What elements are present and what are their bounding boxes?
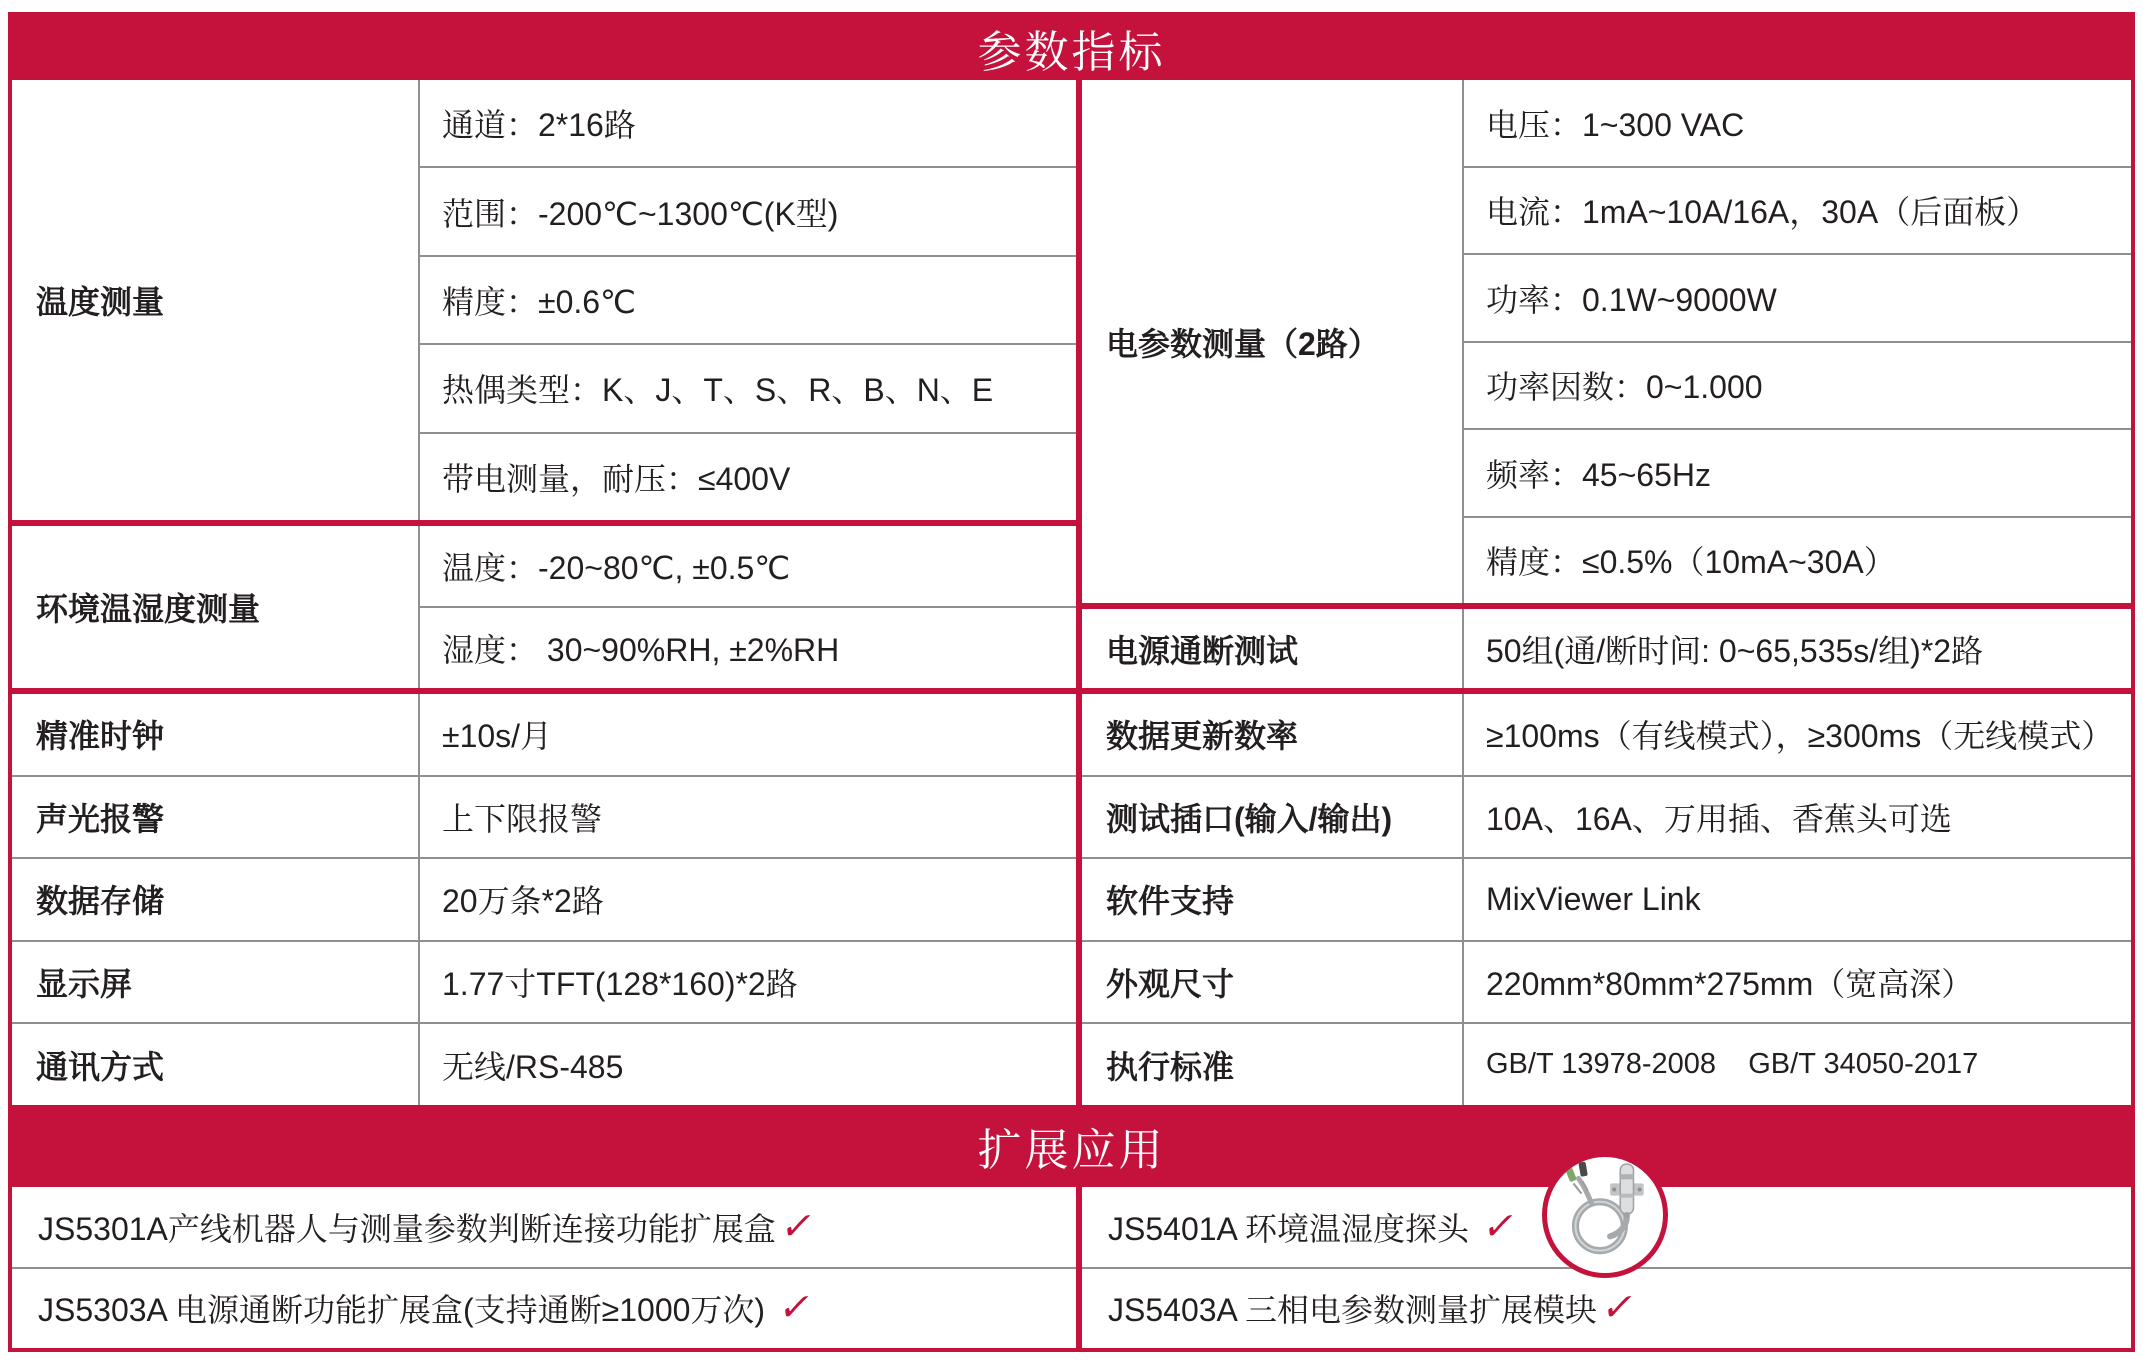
frequency-value: 频率：45~65Hz: [1486, 456, 1711, 493]
onoff-test-row: [1082, 609, 2131, 688]
expansion-grid: [12, 1187, 2131, 1348]
thermocouple-types-value: 热偶类型：K、J、T、S、R、B、N、E: [442, 372, 994, 409]
check-icon: ✓: [777, 1205, 819, 1248]
socket-label: 测试插口(输入/输出): [1106, 800, 1393, 837]
expansion-banner-title: 扩展应用: [977, 1126, 1166, 1175]
check-icon: ✓: [1598, 1287, 1640, 1330]
table-row: [1082, 777, 2131, 858]
onoff-test-value: 50组(通/断时间: 0~65,535s/组)*2路: [1486, 632, 1984, 669]
display-value: 1.77寸TFT(128*160)*2路: [442, 966, 798, 1003]
spec-grid-right: [1082, 80, 2131, 1105]
socket-value: 10A、16A、万用插、香蕉头可选: [1486, 800, 1952, 837]
env-measure-section: [12, 526, 1076, 688]
current-value: 电流：1mA~10A/16A，30A（后面板）: [1486, 194, 2039, 231]
temp-measure-section: [12, 80, 1076, 520]
env-temp-value: 温度：-20~80℃, ±0.5℃: [442, 550, 791, 586]
temp-range-value: 范围：-200℃~1300℃(K型): [442, 195, 839, 232]
expansion-item-js5301a: JS5301A产线机器人与测量参数判断连接功能扩展盒 ✓: [38, 1205, 819, 1248]
voltage-value: 电压：1~300 VAC: [1486, 106, 1745, 143]
software-label: 软件支持: [1106, 883, 1235, 920]
dimensions-label: 外观尺寸: [1106, 966, 1235, 1003]
dimensions-value: 220mm*80mm*275mm（宽高深）: [1486, 966, 1974, 1003]
software-value: MixViewer Link: [1486, 880, 1701, 917]
alarm-label: 声光报警: [36, 800, 165, 837]
expansion-banner: [12, 1105, 2131, 1187]
power-factor-value: 功率因数：0~1.000: [1486, 369, 1763, 406]
table-row: [1082, 942, 2131, 1023]
left-simple-rows: [12, 694, 1076, 1105]
update-rate-value: ≥100ms（有线模式），≥300ms（无线模式）: [1486, 718, 2114, 755]
clock-label: 精准时钟: [36, 718, 165, 755]
env-measure-label: 环境温湿度测量: [36, 591, 261, 627]
table-row: [1082, 1024, 2131, 1105]
onoff-test-label: 电源通断测试: [1106, 632, 1299, 669]
elec-measure-section: [1082, 80, 2131, 603]
elec-accuracy-value: 精度：≤0.5%（10mA~30A）: [1486, 544, 1896, 581]
temp-accuracy-value: 精度：±0.6℃: [442, 284, 636, 321]
comm-label: 通讯方式: [36, 1048, 165, 1085]
expansion-item-js5303a: JS5303A 电源通断功能扩展盒(支持通断≥1000万次) ✓: [38, 1287, 817, 1330]
spec-grid: [12, 80, 2131, 1105]
storage-value: 20万条*2路: [442, 883, 604, 920]
spec-table-frame: [8, 12, 2135, 1352]
check-icon: ✓: [1479, 1205, 1521, 1248]
power-value: 功率：0.1W~9000W: [1486, 281, 1777, 318]
table-row: [12, 694, 1076, 775]
table-row: [12, 859, 1076, 940]
display-label: 显示屏: [36, 966, 133, 1003]
elec-measure-label: 电参数测量（2路）: [1106, 325, 1380, 362]
check-icon: ✓: [775, 1287, 817, 1330]
alarm-value: 上下限报警: [442, 800, 603, 837]
standards-value: GB/T 13978-2008 GB/T 34050-2017: [1486, 1048, 1979, 1081]
temp-channels-value: 通道：2*16路: [442, 107, 636, 144]
params-banner-title: 参数指标: [977, 28, 1166, 77]
spec-grid-left: [12, 80, 1076, 1105]
env-humidity-value: 湿度： 30~90%RH, ±2%RH: [442, 632, 840, 668]
storage-label: 数据存储: [36, 883, 165, 920]
probe-photo-badge: [1542, 1152, 1668, 1278]
temp-humidity-probe-image: [1549, 1159, 1661, 1271]
standards-label: 执行标准: [1106, 1048, 1235, 1085]
table-row: [1082, 859, 2131, 940]
expansion-item-js5403a: JS5403A 三相电参数测量扩展模块 ✓: [1108, 1287, 1640, 1330]
live-measure-value: 带电测量，耐压：≤400V: [442, 460, 791, 497]
update-rate-label: 数据更新数率: [1106, 718, 1299, 755]
comm-value: 无线/RS-485: [442, 1048, 624, 1085]
table-row: [1082, 694, 2131, 775]
right-simple-rows: [1082, 694, 2131, 1105]
table-row: [12, 1024, 1076, 1105]
expansion-item-js5401a: JS5401A 环境温湿度探头 ✓: [1108, 1205, 1521, 1248]
table-row: [12, 942, 1076, 1023]
params-banner: [12, 16, 2131, 80]
table-row: [12, 777, 1076, 858]
temp-measure-label: 温度测量: [36, 284, 165, 320]
expansion-left-column: [12, 1187, 1076, 1348]
clock-value: ±10s/月: [442, 718, 553, 755]
